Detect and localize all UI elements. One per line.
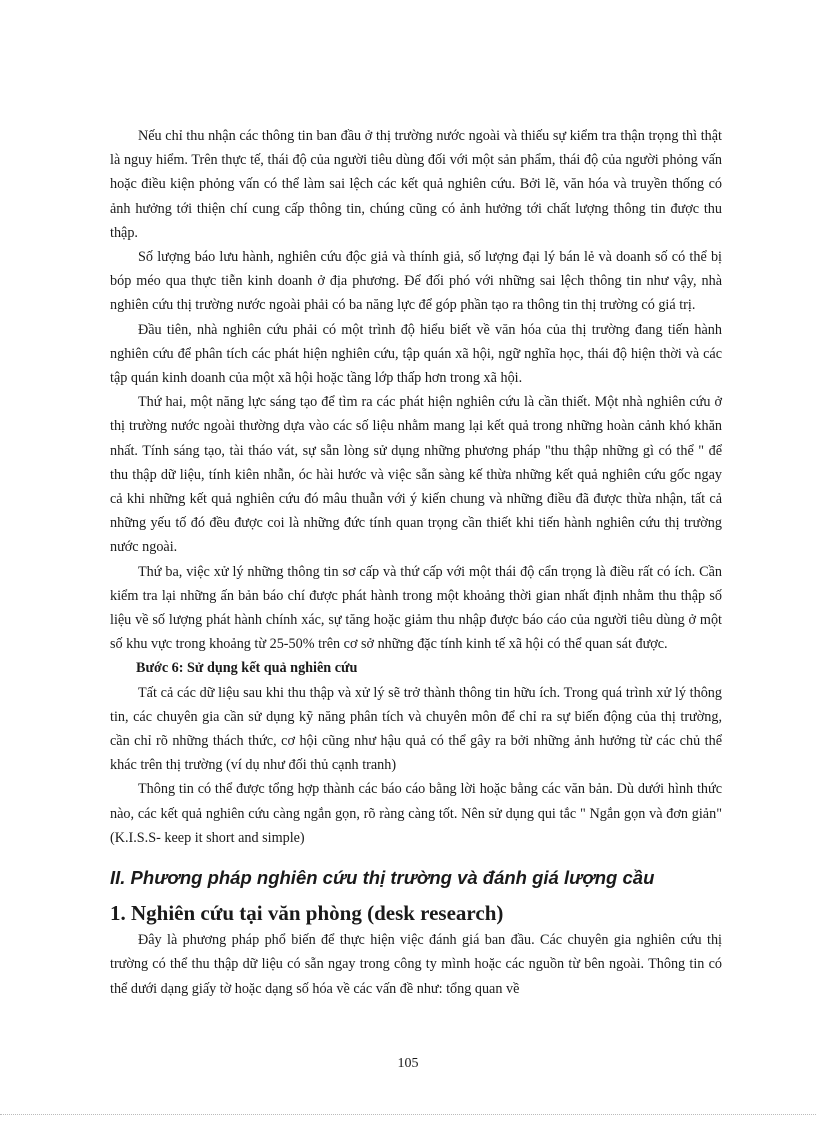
paragraph: Thứ ba, việc xử lý những thông tin sơ cấp và thứ cấp với một thái độ cẩn trọng là điều rất có ích. Cần kiểm tra lại những ấn bản báo chí được phát hành trong một khoảng thời gian nhất định nhằm thu thập số liệu về số lượng phát hành chính xác, sự tăng hoặc giảm thu nhập được báo cáo của người tiêu dùng ở một số khu vực trong khoảng từ 25-50% trên cơ sở những đặc tính kinh tế xã hội có thể quan sát được.: [110, 563, 722, 653]
section-heading: II. Phương pháp nghiên cứu thị trường và đánh giá lượng cầu: [110, 867, 655, 889]
sub-heading: 1. Nghiên cứu tại văn phòng (desk research): [110, 901, 504, 926]
paragraph: Nếu chỉ thu nhận các thông tin ban đầu ở thị trường nước ngoài và thiếu sự kiểm tra thận trọng thì thật là nguy hiểm. Trên thực tế, thái độ của người tiêu dùng đối với một sản phẩm, thái độ của người phỏng vấn hoặc điều kiện phỏng vấn có thể làm sai lệch các kết quả nghiên cứu. Bởi lẽ, văn hóa và truyền thống có ảnh hưởng tới thiện chí cung cấp thông tin, chúng cũng có ảnh hưởng tới chất lượng thông tin được thu thập.: [110, 128, 722, 241]
page-divider: [0, 1114, 816, 1115]
page-number: 105: [397, 1056, 419, 1071]
paragraph: Thứ hai, một năng lực sáng tạo để tìm ra các phát hiện nghiên cứu là cần thiết. Một nhà nghiên cứu ở thị trường nước ngoài thường dựa vào các số liệu nhằm mang lại kết quả trong những hoàn cảnh khó khăn nhất. Tính sáng tạo, tài tháo vát, sự sẵn lòng sử dụng những phương pháp "thu thập những gì có thể " để thu thập dữ liệu, tính kiên nhẫn, óc hài hước và việc sẵn sàng kế thừa những kết quả nghiên cứu gốc ngay cả khi những kết quả nghiên cứu đó mâu thuẫn với ý kiến chung và những điều đã được thừa nhận, tất cả những yếu tố đó đều được coi là những đức tính quan trọng cần thiết khi tiến hành nghiên cứu thị trường nước ngoài.: [110, 394, 722, 556]
step-heading: Bước 6: Sử dụng kết quả nghiên cứu: [136, 660, 358, 677]
paragraph: Đầu tiên, nhà nghiên cứu phải có một trình độ hiểu biết về văn hóa của thị trường đang tiến hành nghiên cứu để phân tích các phát hiện nghiên cứu, tập quán xã hội, ngữ nghĩa học, thái độ hiện thời và các tập quán kinh doanh của một xã hội hoặc tầng lớp thấp hơn trong xã hội.: [110, 321, 722, 387]
paragraph: Tất cả các dữ liệu sau khi thu thập và xử lý sẽ trở thành thông tin hữu ích. Trong quá trình xử lý thông tin, các chuyên gia cần sử dụng kỹ năng phân tích và chuyên môn để chỉ ra sự biến động của thị trường, cần chỉ rõ những thách thức, cơ hội cũng như hậu quả có thể gây ra bởi những ảnh hưởng từ các chủ thể khác trên thị trường (ví dụ như đối thủ cạnh tranh): [110, 684, 722, 774]
paragraph: Đây là phương pháp phổ biến để thực hiện việc đánh giá ban đầu. Các chuyên gia nghiên cứu thị trường có thể thu thập dữ liệu có sẵn ngay trong công ty mình hoặc các nguồn từ bên ngoài. Thông tin có thể dưới dạng giấy tờ hoặc dạng số hóa về các vấn đề như: tổng quan về: [110, 932, 722, 997]
paragraph: Thông tin có thể được tổng hợp thành các báo cáo bằng lời hoặc bằng các văn bản. Dù dưới hình thức nào, các kết quả nghiên cứu càng ngắn gọn, rõ ràng càng tốt. Nên sử dụng qui tắc " Ngắn gọn và đơn giản" (K.I.S.S- keep it short and simple): [110, 781, 722, 846]
document-page: [110, 124, 722, 1001]
paragraph: Số lượng báo lưu hành, nghiên cứu độc giả và thính giả, số lượng đại lý bán lẻ và doanh số có thể bị bóp méo qua thực tiễn kinh doanh ở địa phương. Để đối phó với những sai lệch thông tin như vậy, nhà nghiên cứu thị trường nước ngoài phải có ba năng lực để góp phần tạo ra thông tin thị trường có giá trị.: [110, 249, 722, 314]
